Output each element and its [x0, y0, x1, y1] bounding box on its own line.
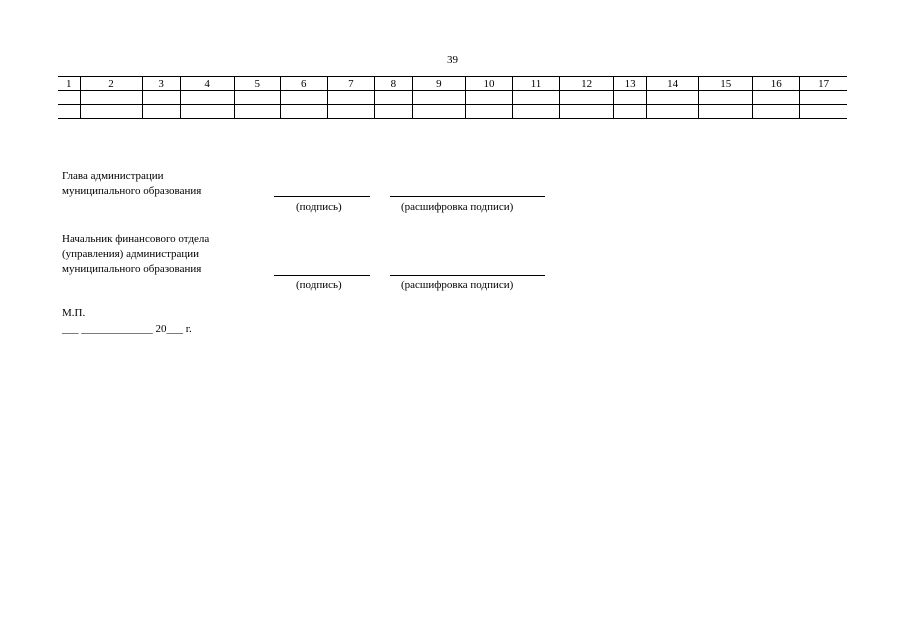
table-cell — [614, 91, 647, 105]
column-number-cell: 6 — [280, 77, 327, 91]
table-cell — [374, 105, 412, 119]
head-title-line-2: муниципального образования — [62, 185, 202, 197]
table-cell — [234, 105, 280, 119]
column-number-cell: 14 — [647, 77, 699, 91]
table-cell — [280, 91, 327, 105]
column-number-cell: 5 — [234, 77, 280, 91]
table-cell — [374, 91, 412, 105]
head-signature-line — [274, 196, 370, 197]
column-number-cell: 15 — [699, 77, 753, 91]
table-cell — [412, 105, 465, 119]
column-number-cell: 1 — [58, 77, 80, 91]
column-number-cell: 9 — [412, 77, 465, 91]
column-number-cell: 11 — [513, 77, 560, 91]
column-number-cell: 8 — [374, 77, 412, 91]
table-cell — [234, 91, 280, 105]
table-cell — [180, 105, 234, 119]
table-cell — [80, 91, 142, 105]
table-cell — [280, 105, 327, 119]
finance-title-line-2: (управления) администрации — [62, 248, 200, 260]
table-cell — [800, 105, 847, 119]
table-cell — [647, 91, 699, 105]
table-cell — [614, 105, 647, 119]
date-line: ___ _____________ 20___ г. — [62, 323, 192, 335]
head-title-line-1: Глава администрации — [62, 170, 164, 182]
table-cell — [647, 105, 699, 119]
head-decode-line — [390, 196, 545, 197]
finance-title-line-1: Начальник финансового отдела — [62, 233, 210, 245]
column-number-cell: 16 — [753, 77, 800, 91]
table-cell — [560, 105, 614, 119]
head-decode-caption: (расшифровка подписи) — [401, 201, 514, 213]
table-cell — [58, 91, 80, 105]
finance-head-title — [62, 232, 209, 277]
table-cell — [180, 91, 234, 105]
table-cell — [465, 91, 512, 105]
finance-decode-caption: (расшифровка подписи) — [401, 279, 514, 291]
table-cell — [800, 91, 847, 105]
head-signature-caption: (подпись) — [296, 201, 342, 213]
finance-signature-caption: (подпись) — [296, 279, 342, 291]
table-cell — [80, 105, 142, 119]
column-number-cell: 7 — [327, 77, 374, 91]
column-number-cell: 2 — [80, 77, 142, 91]
table-cell — [699, 105, 753, 119]
table-cell — [142, 105, 180, 119]
table-cell — [560, 91, 614, 105]
table-cell — [465, 105, 512, 119]
table-cell — [412, 91, 465, 105]
table-cell — [699, 91, 753, 105]
table-cell — [142, 91, 180, 105]
table-row — [58, 105, 847, 119]
column-number-cell: 10 — [465, 77, 512, 91]
table-cell — [753, 91, 800, 105]
finance-signature-line — [274, 275, 370, 276]
data-table — [58, 76, 847, 119]
column-number-cell: 12 — [560, 77, 614, 91]
table-cell — [327, 105, 374, 119]
column-number-cell: 4 — [180, 77, 234, 91]
table-cell — [513, 91, 560, 105]
table-cell — [58, 105, 80, 119]
table-header-row — [58, 77, 847, 91]
table-cell — [753, 105, 800, 119]
page-number: 39 — [447, 54, 458, 66]
finance-title-line-3: муниципального образования — [62, 263, 202, 275]
column-number-cell: 13 — [614, 77, 647, 91]
table-cell — [513, 105, 560, 119]
head-title — [62, 169, 201, 199]
table-cell — [327, 91, 374, 105]
table-row — [58, 91, 847, 105]
column-number-cell: 3 — [142, 77, 180, 91]
finance-decode-line — [390, 275, 545, 276]
stamp-label: М.П. — [62, 307, 86, 319]
column-number-cell: 17 — [800, 77, 847, 91]
